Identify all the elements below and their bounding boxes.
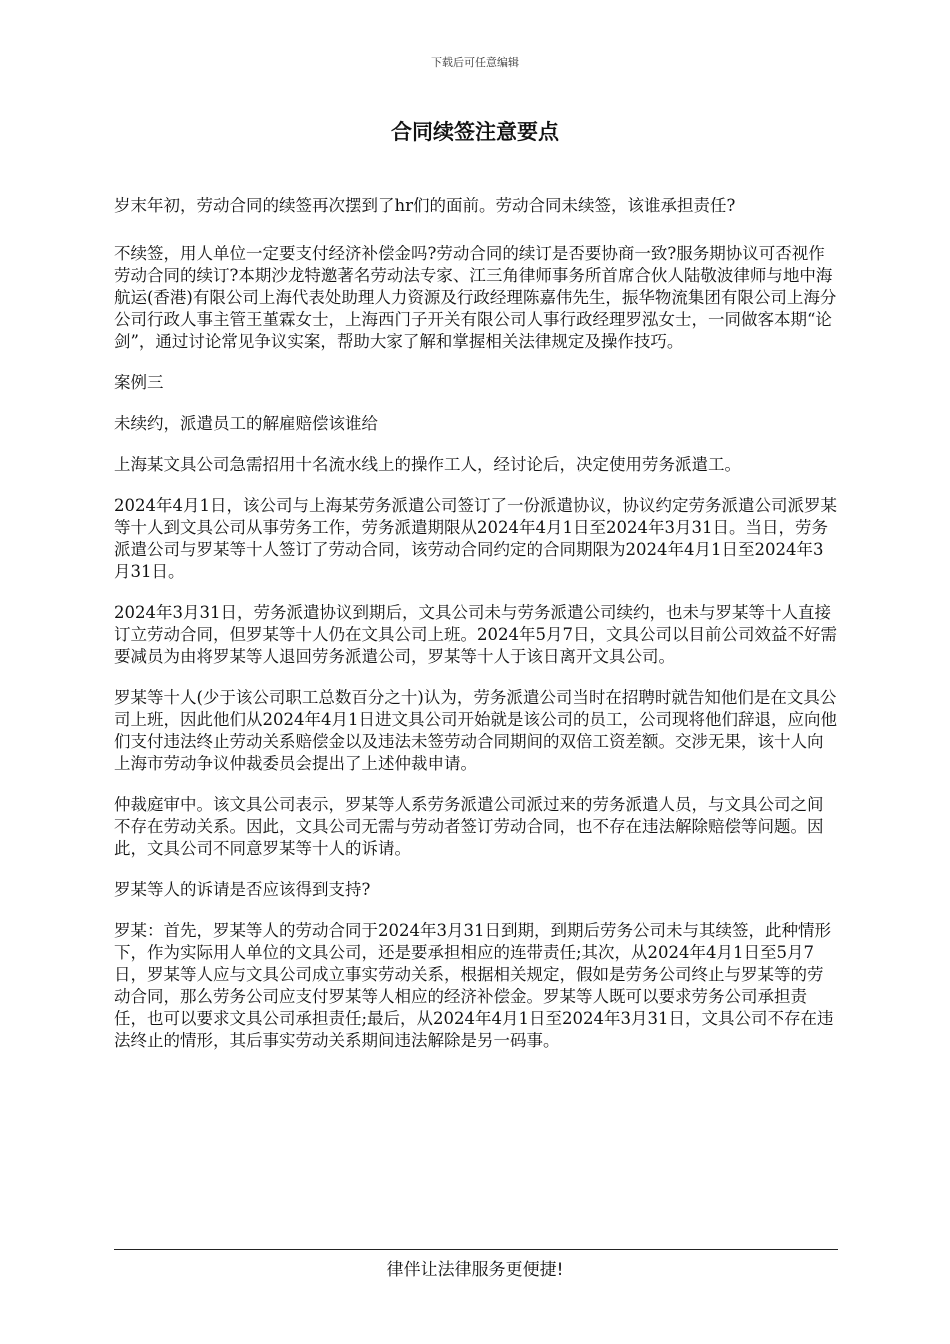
document-body — [114, 195, 838, 1071]
document-title: 合同续签注意要点 — [391, 120, 559, 144]
paragraph-case-heading: 案例三 — [114, 373, 164, 392]
paragraph-arbitration-hearing: 仲裁庭审中。该文具公司表示，罗某等人系劳务派遣公司派过来的劳务派遣人员，与文具公司之间不存在劳动关系。因此，文具公司无需与劳动者签订劳动合同，也不存在违法解除赔偿等问题。因此，文具公司不同意罗某等十人的诉请。 — [114, 795, 824, 858]
paragraph-luo-opinion: 罗某：首先，罗某等人的劳动合同于2024年3月31日到期，到期后劳务公司未与其续签，此种情形下，作为实际用人单位的文具公司，还是要承担相应的连带责任;其次，从2024年4月1日至5月7日，罗某等人应与文具公司成立事实劳动关系，根据相关规定，假如是劳务公司终止与罗某等的劳动合同，那么劳务公司应支付罗某等人相应的经济补偿金。罗某等人既可以要求劳务公司承担责任，也可以要求文具公司承担责任;最后，从2024年4月1日至2024年3月31日，文具公司不存在违法终止的情形，其后事实劳动关系期间违法解除是另一码事。 — [114, 921, 834, 1050]
paragraph-intro: 岁末年初，劳动合同的续签再次摆到了hr们的面前。劳动合同未续签，该谁承担责任? — [114, 196, 736, 215]
footer-divider — [114, 1249, 838, 1250]
paragraph-case-title: 未续约，派遣员工的解雇赔偿该谁给 — [114, 414, 378, 433]
paragraph-dispatch-agreement: 2024年4月1日，该公司与上海某劳务派遣公司签订了一份派遣协议，协议约定劳务派遣公司派罗某等十人到文具公司从事劳务工作，劳务派遣期限从2024年4月1日至2024年3月31日。当日，劳务派遣公司与罗某等十人签订了劳动合同，该劳动合同约定的合同期限为2024年4月1日至2024年3月31日。 — [114, 496, 837, 581]
paragraph-employee-claim: 罗某等十人(少于该公司职工总数百分之十)认为，劳务派遣公司当时在招聘时就告知他们是在文具公司上班，因此他们从2024年4月1日进文具公司开始就是该公司的员工，公司现将他们辞退，应向他们支付违法终止劳动关系赔偿金以及违法未签劳动合同期间的双倍工资差额。交涉无果，该十人向上海市劳动争议仲裁委员会提出了上述仲裁申请。 — [114, 688, 837, 773]
paragraph-agreement-expiry: 2024年3月31日，劳务派遣协议到期后，文具公司未与劳务派遣公司续约，也未与罗某等十人直接订立劳动合同，但罗某等十人仍在文具公司上班。2024年5月7日，文具公司以目前公司效益不好需要减员为由将罗某等人退回劳务派遣公司，罗某等十人于该日离开文具公司。 — [114, 603, 837, 666]
paragraph-question: 罗某等人的诉请是否应该得到支持? — [114, 880, 371, 899]
paragraph-case-background: 上海某文具公司急需招用十名流水线上的操作工人，经讨论后，决定使用劳务派遣工。 — [114, 455, 741, 474]
footer-slogan: 律伴让法律服务更便捷! — [386, 1260, 564, 1280]
page-header: 下载后可任意编辑 — [431, 56, 519, 69]
paragraph-salon-description: 不续签，用人单位一定要支付经济补偿金吗?劳动合同的续订是否要协商一致?服务期协议可否视作劳动合同的续订?本期沙龙特邀著名劳动法专家、江三角律师事务所首席合伙人陆敬波律师与地中海航运(香港)有限公司上海代表处助理人力资源及行政经理陈嘉伟先生，振华物流集团有限公司上海分公司行政人事主管王堇霖女士，上海西门子开关有限公司人事行政经理罗泓女士，一同做客本期“论剑”，通过讨论常见争议实案，帮助大家了解和掌握相关法律规定及操作技巧。 — [114, 244, 837, 351]
